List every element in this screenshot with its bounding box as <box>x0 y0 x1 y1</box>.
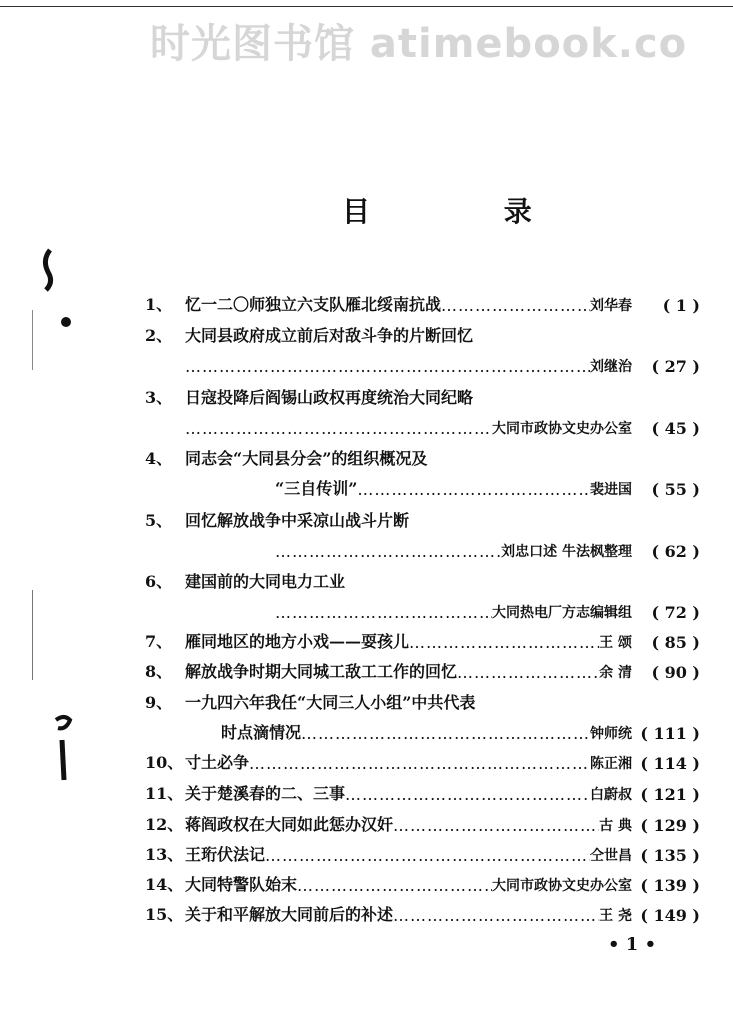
entry-page: ( 62 ) <box>636 542 700 561</box>
leader-dots <box>393 906 599 925</box>
entry-number: 2、 <box>145 326 173 345</box>
entry-title: 关于楚溪春的二、三事 <box>185 784 346 803</box>
toc-entry <box>145 320 700 346</box>
leader-dots <box>301 724 590 743</box>
entry-number: 5、 <box>145 511 173 530</box>
entry-number: 14、 <box>145 875 184 894</box>
entry-title: 日寇投降后阎锡山政权再度统治大同纪略 <box>185 388 474 407</box>
entry-page: ( 27 ) <box>636 357 700 376</box>
entry-page: ( 55 ) <box>636 480 700 499</box>
toc-entry-continuation <box>145 596 700 622</box>
leader-dots <box>249 754 590 773</box>
entry-title: 蒋阎政权在大同如此惩办汉奸 <box>185 815 394 834</box>
entry-page: ( 45 ) <box>636 419 700 438</box>
entry-page: ( 90 ) <box>636 663 700 682</box>
leader-dots <box>393 816 599 835</box>
entry-title: 回忆解放战争中采凉山战斗片断 <box>185 511 410 530</box>
entry-number: 8、 <box>145 662 173 681</box>
entry-title: 大同县政府成立前后对敌斗争的片断回忆 <box>185 326 474 345</box>
toc-entry <box>145 809 700 835</box>
entry-page: ( 72 ) <box>636 603 700 622</box>
entry-page: ( 135 ) <box>636 846 700 865</box>
entry-page: ( 114 ) <box>636 754 700 773</box>
toc-entry-continuation <box>145 350 700 376</box>
entry-author: 王 颂 <box>599 635 632 651</box>
entry-title: 雁同地区的地方小戏——耍孩儿 <box>185 632 410 651</box>
entry-page: ( 1 ) <box>636 296 700 315</box>
leader-dots <box>185 357 590 376</box>
entry-number: 11、 <box>145 784 184 803</box>
leader-dots <box>345 785 590 804</box>
entry-author: 白蔚叔 <box>590 787 632 803</box>
toc-entry <box>145 687 700 713</box>
leader-dots <box>357 480 590 499</box>
toc-entry <box>145 443 700 469</box>
toc-entry <box>145 626 700 652</box>
toc-entry <box>145 747 700 773</box>
entry-number: 1、 <box>145 295 173 314</box>
leader-dots <box>297 876 492 895</box>
toc-entry-continuation <box>145 473 700 499</box>
entry-page: ( 85 ) <box>636 633 700 652</box>
entry-title-continuation: “三自传训” <box>275 479 358 498</box>
toc-entry-continuation <box>145 717 700 743</box>
watermark: 时光图书馆 atimebook.co <box>150 21 688 67</box>
leader-dots <box>457 663 599 682</box>
entry-number: 12、 <box>145 815 184 834</box>
entry-author: 刘继治 <box>590 359 632 375</box>
page-number: • 1 • <box>608 934 657 955</box>
entry-author: 陈正湘 <box>590 756 632 772</box>
toc-entry <box>145 869 700 895</box>
toc-entry <box>145 566 700 592</box>
leader-dots <box>185 419 492 438</box>
entry-title: 关于和平解放大同前后的补述 <box>185 905 394 924</box>
entry-author: 刘华春 <box>590 298 632 314</box>
toc-entry <box>145 505 700 531</box>
entry-title: 忆一二〇师独立六支队雁北绥南抗战 <box>185 295 442 314</box>
page-title: 目 录 <box>342 195 594 228</box>
toc-entry <box>145 899 700 925</box>
toc-entry <box>145 778 700 804</box>
entry-author: 古 典 <box>599 818 632 834</box>
leader-dots <box>275 603 492 622</box>
entry-author: 刘忠口述 牛法枫整理 <box>501 544 632 560</box>
leader-dots <box>409 633 599 652</box>
toc-entry-continuation <box>145 412 700 438</box>
toc-entry <box>145 289 700 315</box>
entry-title: 大同特警队始末 <box>185 875 298 894</box>
entry-author: 余 清 <box>599 665 632 681</box>
toc-entry <box>145 382 700 408</box>
entry-author: 仝世昌 <box>590 848 632 864</box>
entry-number: 4、 <box>145 449 173 468</box>
entry-author: 裴进国 <box>590 482 632 498</box>
entry-page: ( 129 ) <box>636 816 700 835</box>
entry-number: 7、 <box>145 632 173 651</box>
entry-number: 15、 <box>145 905 184 924</box>
entry-number: 13、 <box>145 845 184 864</box>
entry-title-continuation: 时点滴情况 <box>221 723 302 742</box>
entry-page: ( 121 ) <box>636 785 700 804</box>
entry-author: 大同市政协文史办公室 <box>492 878 632 894</box>
entry-number: 10、 <box>145 753 184 772</box>
entry-title: 同志会“大同县分会”的组织概况及 <box>185 449 428 468</box>
entry-title: 王珩伏法记 <box>185 845 266 864</box>
toc-entry-continuation <box>145 535 700 561</box>
entry-number: 6、 <box>145 572 173 591</box>
leader-dots <box>275 542 501 561</box>
entry-title: 解放战争时期大同城工敌工工作的回忆 <box>185 662 458 681</box>
entry-author: 大同热电厂方志编辑组 <box>492 605 632 621</box>
entry-number: 3、 <box>145 388 173 407</box>
toc-entry <box>145 839 700 865</box>
entry-author: 大同市政协文史办公室 <box>492 421 632 437</box>
leader-dots <box>441 296 590 315</box>
entry-page: ( 111 ) <box>636 724 700 743</box>
entry-number: 9、 <box>145 693 173 712</box>
entry-title: 建国前的大同电力工业 <box>185 572 346 591</box>
leader-dots <box>265 846 590 865</box>
entry-page: ( 139 ) <box>636 876 700 895</box>
entry-title: 一九四六年我任“大同三人小组”中共代表 <box>185 693 476 712</box>
toc-entry <box>145 656 700 682</box>
entry-author: 钟师统 <box>590 726 632 742</box>
entry-title: 寸土必争 <box>185 753 250 772</box>
entry-author: 王 尧 <box>599 908 632 924</box>
entry-page: ( 149 ) <box>636 906 700 925</box>
